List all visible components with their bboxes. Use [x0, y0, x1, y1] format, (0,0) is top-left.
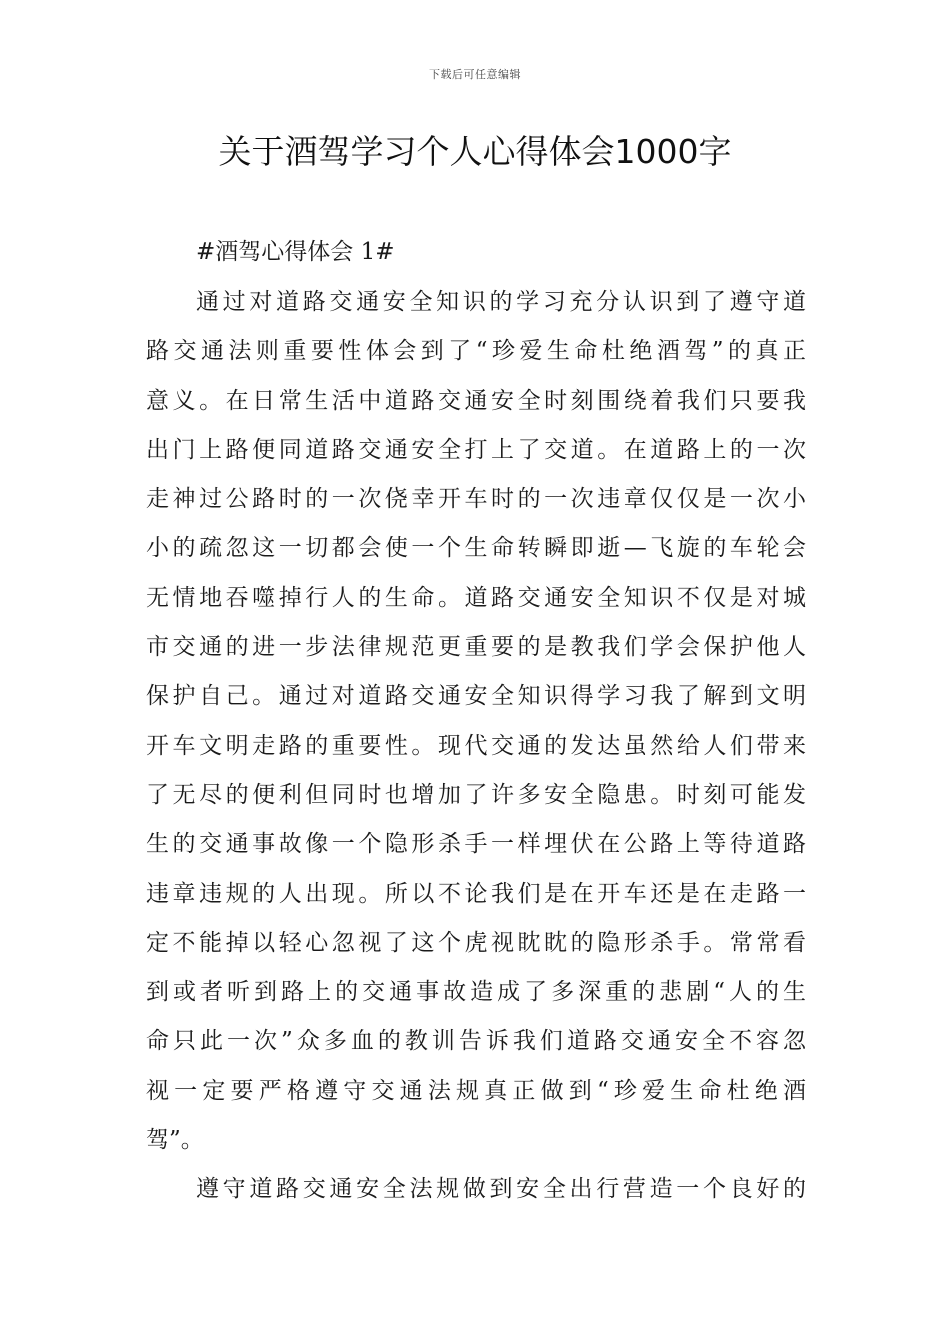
- paragraph-line: 定不能掉以轻心忽视了这个虎视眈眈的隐形杀手。常常看: [146, 929, 806, 956]
- paragraph-line: 市交通的进一步法律规范更重要的是教我们学会保护他人: [146, 634, 806, 661]
- paragraph-2: [146, 1165, 806, 1214]
- paragraph-line: 驾”。: [146, 1127, 204, 1154]
- paragraph-line: 生的交通事故像一个隐形杀手一样埋伏在公路上等待道路: [146, 831, 806, 858]
- paragraph-line: 视一定要严格遵守交通法规真正做到“珍爱生命杜绝酒: [146, 1077, 806, 1104]
- paragraph-line: 通过对道路交通安全知识的学习充分认识到了遵守道: [196, 289, 806, 315]
- paragraph-line: 违章违规的人出现。所以不论我们是在开车还是在走路一: [146, 880, 806, 907]
- paragraph-line: 到或者听到路上的交通事故造成了多深重的悲剧“人的生: [146, 979, 806, 1006]
- paragraph-line: 了无尽的便利但同时也增加了许多安全隐患。时刻可能发: [146, 781, 806, 808]
- paragraph-line: 命只此一次”众多血的教训告诉我们道路交通安全不容忽: [146, 1028, 806, 1055]
- section-heading: #酒驾心得体会 1#: [196, 239, 395, 265]
- paragraph-line: 意义。在日常生活中道路交通安全时刻围绕着我们只要我: [146, 387, 806, 414]
- header-note: 下载后可任意编辑: [429, 68, 521, 81]
- paragraph-line: 遵守道路交通安全法规做到安全出行营造一个良好的: [196, 1176, 806, 1203]
- paragraph-line: 无情地吞噬掉行人的生命。道路交通安全知识不仅是对城: [146, 584, 806, 611]
- paragraph-line: 路交通法则重要性体会到了“珍爱生命杜绝酒驾”的真正: [146, 338, 806, 365]
- document-title: 关于酒驾学习个人心得体会1000字: [218, 132, 732, 171]
- paragraph-line: 保护自己。通过对道路交通安全知识得学习我了解到文明: [146, 683, 806, 710]
- document-body: [146, 228, 806, 1215]
- paragraph-line: 开车文明走路的重要性。现代交通的发达虽然给人们带来: [146, 732, 806, 759]
- paragraph-line: 出门上路便同道路交通安全打上了交道。在道路上的一次: [146, 436, 806, 463]
- paragraph-line: 小的疏忽这一切都会使一个生命转瞬即逝—飞旋的车轮会: [146, 535, 806, 562]
- paragraph-1: [146, 278, 806, 1165]
- paragraph-line: 走神过公路时的一次侥幸开车时的一次违章仅仅是一次小: [146, 486, 806, 513]
